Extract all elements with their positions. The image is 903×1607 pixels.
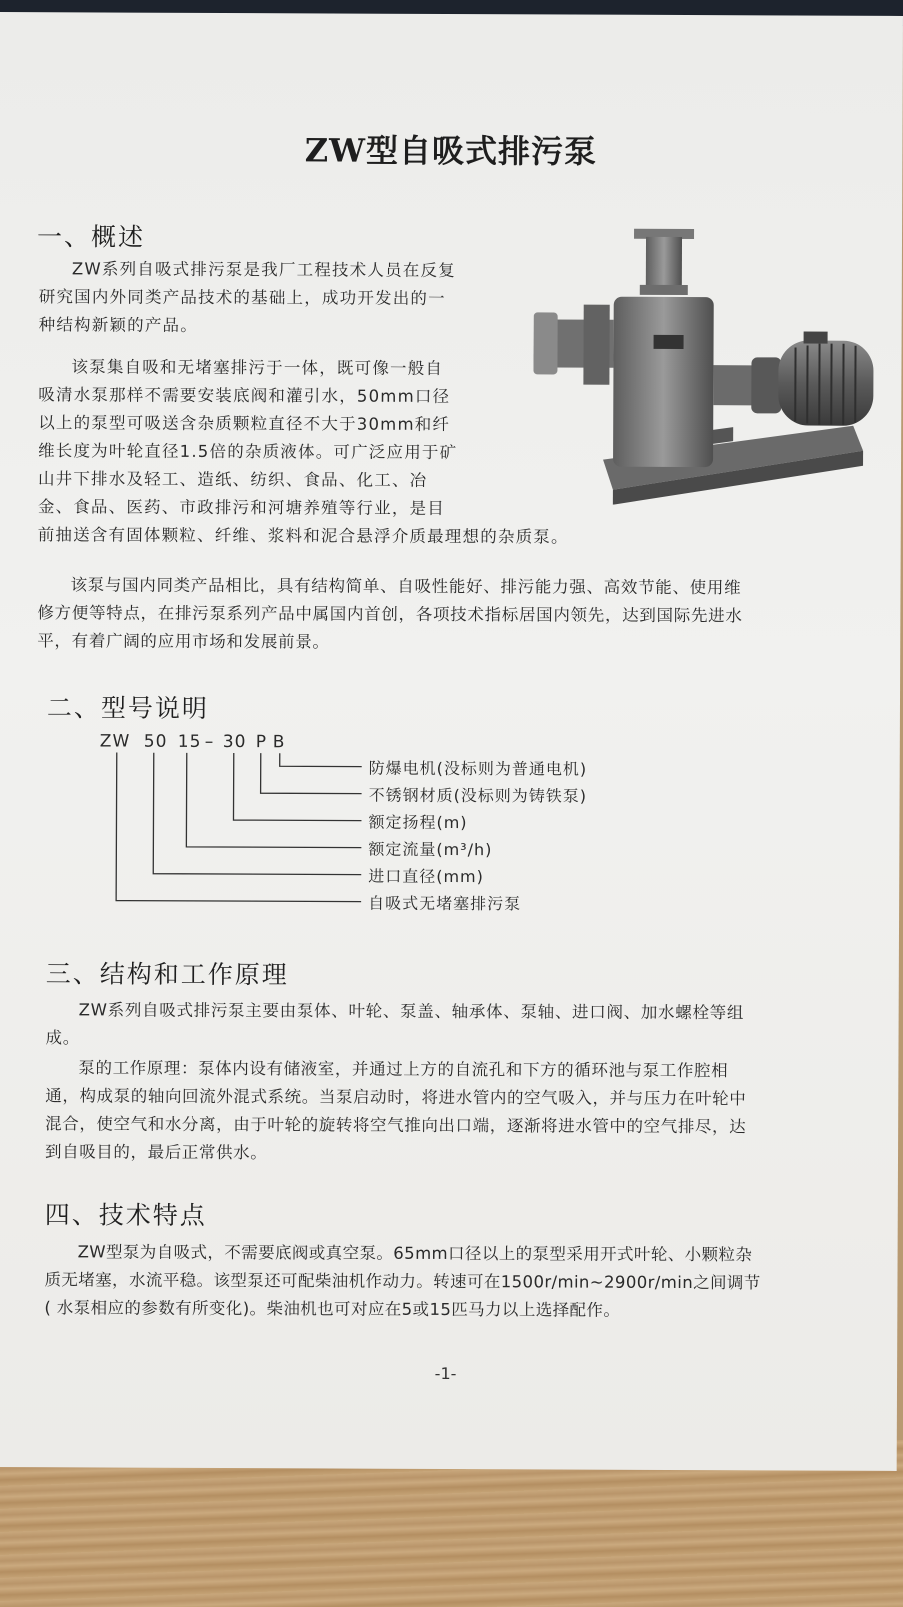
model-code-diameter: 50 (143, 731, 168, 752)
section-4-paragraph-1 (44, 1238, 884, 1326)
model-code-head: 30 (222, 732, 247, 753)
text-line: 混合，使空气和水分离，由于叶轮的旋转将空气推向出口端，逐渐将进水管中的空气排尽，达 (45, 1114, 747, 1137)
section-1-heading: 一、概述 (36, 222, 146, 252)
document-title: ZW型自吸式排污泵 (304, 131, 598, 171)
model-code-flow: 15 (177, 731, 202, 752)
text-line: 前抽送含有固体颗粒、纤维、浆料和泥合悬浮介质最理想的杂质泵。 (37, 525, 569, 547)
section-4-heading: 四、技术特点 (44, 1200, 207, 1230)
text-line: ZW系列自吸式排污泵是我厂工程技术人员在反复 (71, 259, 456, 281)
text-line: 到自吸目的，最后正常供水。 (44, 1142, 268, 1163)
section-3-heading: 三、结构和工作原理 (45, 959, 289, 990)
model-label-inlet: 进口直径(mm) (368, 866, 484, 887)
model-label-stainless: 不锈钢材质(没标则为铸铁泵) (368, 785, 588, 806)
model-code-p: P (255, 732, 268, 753)
document-page (0, 12, 903, 1471)
text-line: 泵的工作原理：泵体内设有储液室，并通过上方的自流孔和下方的循环池与泵工作腔相 (78, 1058, 729, 1081)
model-code-b: B (272, 732, 286, 753)
text-line: ZW系列自吸式排污泵主要由泵体、叶轮、泵盖、轴承体、泵轴、进口阀、加水螺栓等组 (78, 1000, 745, 1023)
model-label-type: 自吸式无堵塞排污泵 (368, 893, 522, 914)
text-line: ( 水泵相应的参数有所变化)。柴油机也可对应在5或15匹马力以上选择配作。 (44, 1298, 621, 1320)
text-line: 以上的泵型可吸送含杂质颗粒直径不大于30mm和纤 (38, 413, 451, 434)
model-code-dash: – (204, 731, 215, 752)
text-line: 山井下排水及轻工、造纸、纺织、食品、化工、冶 (37, 469, 428, 490)
text-line: 平，有着广阔的应用市场和发展前景。 (37, 631, 330, 652)
model-label-flow: 额定流量(m³/h) (368, 839, 493, 860)
text-line: 维长度为叶轮直径1.5倍的杂质液体。可广泛应用于矿 (38, 441, 458, 463)
model-code-zw: ZW (99, 731, 131, 752)
section-3-paragraph-1 (45, 996, 880, 1056)
text-line: 成。 (45, 1028, 80, 1048)
model-label-explosion-proof: 防爆电机(没标则为普通电机) (368, 758, 588, 779)
model-label-head: 额定扬程(m) (368, 812, 468, 833)
text-line: 种结构新颖的产品。 (38, 315, 198, 335)
text-line: 吸清水泵那样不需要安装底阀和灌引水，50mm口径 (38, 385, 451, 406)
text-line: 修方便等特点，在排污泵系列产品中属国内首创，各项技术指标居国内领先，达到国际先进水 (37, 603, 743, 626)
text-line: 质无堵塞，水流平稳。该型泵还可配柴油机作动力。转速可在1500r/min~2900r/min之间调节 (44, 1270, 761, 1293)
text-line: ZW型泵为自吸式，不需要底阀或真空泵。65mm口径以上的泵型采用开式叶轮、小颗粒杂 (77, 1242, 753, 1265)
section-3-paragraph-2 (45, 1054, 885, 1170)
section-2-heading: 二、型号说明 (46, 693, 210, 723)
text-line: 研究国内外同类产品技术的基础上，成功开发出的一 (38, 287, 446, 308)
text-line: 通，构成泵的轴向回流外混式系统。当泵启动时，将进水管内的空气吸入，并与压力在叶轮中 (45, 1086, 747, 1109)
text-line: 该泵集自吸和无堵塞排污于一体，既可像一般自 (71, 357, 444, 378)
text-line: 该泵与国内同类产品相比，具有结构简单、自吸性能好、排污能力强、高效节能、使用维 (70, 575, 742, 598)
page-number: -1- (434, 1363, 457, 1384)
text-line: 金、食品、医药、市政排污和河塘养殖等行业，是目 (37, 497, 445, 518)
